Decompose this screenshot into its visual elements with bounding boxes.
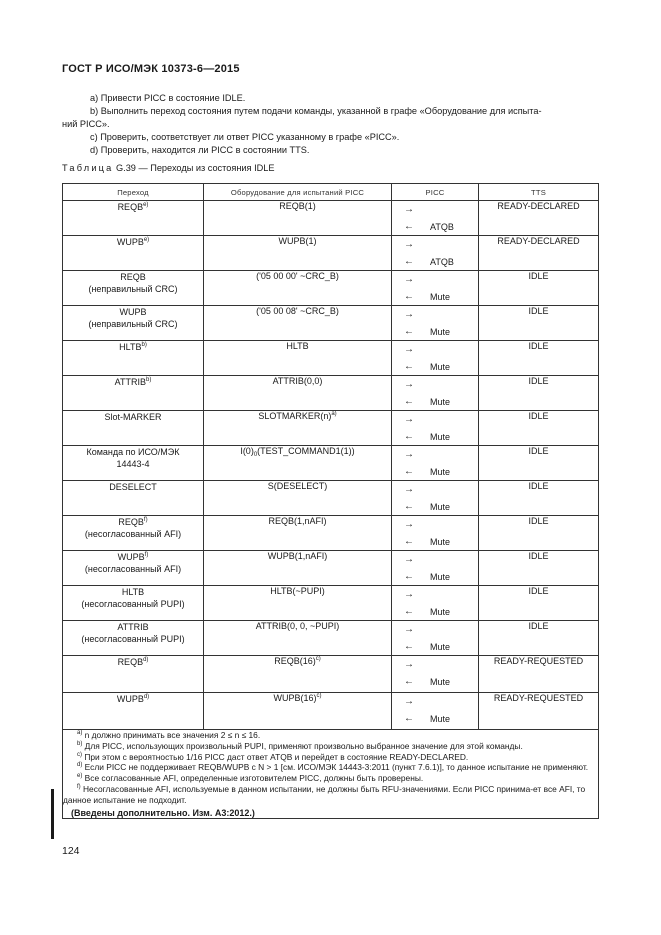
- step-d: d) Проверить, находится ли PICC в состоянии TTS.: [90, 145, 310, 155]
- table-row: [63, 551, 599, 586]
- transition-footnote-mark: f): [144, 552, 149, 558]
- footnote-mark: a): [77, 730, 83, 736]
- change-bar: [51, 789, 54, 839]
- step-b-continued: ний PICC».: [62, 119, 110, 129]
- table-row: [63, 621, 599, 656]
- command: S(DESELECT): [267, 481, 328, 491]
- tts-cell: [479, 693, 599, 730]
- tts-state: IDLE: [528, 411, 549, 421]
- transition-name: HLTB: [119, 342, 142, 352]
- header-transition: Переход: [63, 184, 204, 201]
- arrow-right-icon: →: [404, 239, 414, 250]
- page-number: 124: [62, 845, 80, 857]
- response-direction: [392, 323, 478, 340]
- transition-qualifier: (неправильный CRC): [88, 284, 178, 294]
- command: REQB(16): [274, 656, 316, 666]
- transition-name: WUPB: [119, 307, 147, 317]
- footnote-mark: b): [77, 740, 83, 747]
- table-row: [63, 306, 599, 341]
- tts-cell: [479, 201, 599, 236]
- tts-cell: [479, 341, 599, 376]
- transition-cell: [63, 621, 204, 656]
- arrow-right-icon: →: [404, 554, 414, 565]
- table-caption: [62, 163, 275, 173]
- picc-cell: [392, 621, 479, 656]
- equipment-cell: [204, 306, 392, 341]
- response-direction: [392, 358, 478, 375]
- arrow-right-icon: →: [404, 204, 414, 215]
- response-direction: [392, 288, 478, 305]
- footnote-text: Для PICC, использующих произвольный PUPI, применяют произвольно выбранное значение для этой команды.: [82, 740, 523, 751]
- command: SLOTMARKER(n): [258, 411, 332, 421]
- tts-cell: [479, 306, 599, 341]
- tts-cell: [479, 656, 599, 693]
- tts-state: IDLE: [528, 446, 549, 456]
- transition-name: ATTRIB: [114, 377, 146, 387]
- tts-state: IDLE: [528, 586, 549, 596]
- tts-cell: [479, 376, 599, 411]
- footnotes: [63, 730, 599, 819]
- transition-qualifier: (несогласованный AFI): [84, 564, 182, 574]
- command-direction: [392, 376, 478, 393]
- picc-response: Mute: [430, 396, 451, 407]
- picc-cell: [392, 446, 479, 481]
- picc-response: Mute: [430, 536, 451, 547]
- table-row: [63, 376, 599, 411]
- picc-cell: [392, 271, 479, 306]
- footnotes-row: [63, 730, 599, 819]
- transition-cell: [63, 411, 204, 446]
- picc-response: Mute: [430, 291, 451, 302]
- response-direction: [392, 218, 478, 235]
- picc-cell: [392, 376, 479, 411]
- table-header-row: [63, 184, 599, 201]
- equipment-cell: [204, 656, 392, 693]
- transition-name: ATTRIB: [117, 622, 149, 632]
- picc-response: ATQB: [430, 256, 454, 267]
- picc-cell: [392, 551, 479, 586]
- transition-cell: [63, 586, 204, 621]
- footnote: [63, 752, 598, 763]
- command-subscript: 0: [253, 452, 258, 458]
- transition-cell: [63, 236, 204, 271]
- command: REQB(1,nAFI): [268, 516, 327, 526]
- transition-cell: [63, 481, 204, 516]
- tts-cell: [479, 621, 599, 656]
- tts-state: READY-DECLARED: [497, 236, 580, 246]
- equipment-cell: [204, 516, 392, 551]
- equipment-cell: [204, 236, 392, 271]
- transition-name: REQB: [117, 657, 144, 667]
- command-direction: [392, 586, 478, 603]
- command-direction: [392, 551, 478, 568]
- command: WUPB(16): [273, 693, 317, 703]
- tts-cell: [479, 586, 599, 621]
- response-direction: [392, 498, 478, 515]
- picc-response: ATQB: [430, 221, 454, 232]
- table-row: [63, 271, 599, 306]
- picc-response: Mute: [430, 713, 451, 724]
- footnote-text: Несогласованные AFI, используемые в данном испытании, не должны быть RFU-значениями. Если PICC принима-ет все AFI, то данное испытание не подходит.: [63, 783, 586, 805]
- transition-cell: [63, 201, 204, 236]
- transition-footnote-mark: e): [143, 202, 149, 208]
- command: ATTRIB(0,0): [272, 376, 323, 386]
- transition-qualifier: (несогласованный PUPI): [81, 599, 185, 609]
- transition-footnote-mark: b): [141, 342, 147, 348]
- transition-name: WUPB: [116, 694, 144, 704]
- transition-cell: [63, 656, 204, 693]
- procedure-steps: [62, 92, 606, 157]
- transition-cell: [63, 306, 204, 341]
- tts-state: IDLE: [528, 271, 549, 281]
- picc-cell: [392, 656, 479, 693]
- equipment-cell: [204, 201, 392, 236]
- arrow-right-icon: →: [404, 696, 414, 707]
- table-row: [63, 446, 599, 481]
- tts-cell: [479, 446, 599, 481]
- footnote-mark: f): [77, 783, 81, 790]
- tts-cell: [479, 236, 599, 271]
- picc-response: Mute: [430, 571, 451, 582]
- amendment-note: (Введены дополнительно. Изм. А3:2012.): [71, 807, 255, 818]
- transition-name: WUPB: [117, 552, 145, 562]
- table-row: [63, 586, 599, 621]
- tts-cell: [479, 551, 599, 586]
- transition-qualifier: (неправильный CRC): [88, 319, 178, 329]
- command-direction: [392, 306, 478, 323]
- command-direction: [392, 236, 478, 253]
- table-row: [63, 481, 599, 516]
- arrow-left-icon: ←: [404, 641, 414, 652]
- arrow-left-icon: ←: [404, 326, 414, 337]
- header-test-equipment: Оборудование для испытаний PICC: [204, 184, 392, 201]
- transition-qualifier: 14443-4: [116, 459, 150, 469]
- command: ('05 00 08' ~CRC_B): [256, 306, 339, 316]
- command: HLTB: [286, 341, 309, 351]
- transition-name: Команда по ИСО/МЭК: [86, 447, 180, 457]
- picc-response: Mute: [430, 466, 451, 477]
- arrow-left-icon: ←: [404, 431, 414, 442]
- transition-cell: [63, 551, 204, 586]
- tts-cell: [479, 516, 599, 551]
- command: ATTRIB(0, 0, ~PUPI): [255, 621, 340, 631]
- tts-state: READY-DECLARED: [497, 201, 580, 211]
- equipment-cell: [204, 271, 392, 306]
- table-row: [63, 656, 599, 693]
- response-direction: [392, 710, 478, 727]
- command-direction: [392, 201, 478, 218]
- transitions-table: [62, 183, 599, 819]
- arrow-right-icon: →: [404, 659, 414, 670]
- table-caption-text: G.39 — Переходы из состояния IDLE: [116, 163, 275, 173]
- arrow-left-icon: ←: [404, 291, 414, 302]
- transition-qualifier: (несогласованный AFI): [84, 529, 182, 539]
- picc-cell: [392, 236, 479, 271]
- arrow-left-icon: ←: [404, 676, 414, 687]
- step-c: c) Проверить, соответствует ли ответ PICC указанному в графе «PICC».: [90, 132, 400, 142]
- footnote-text: Если PICC не поддерживает REQB/WUPB с N > 1 [см. ИСО/МЭК 14443-3:2011 (пункт 7.6.1)], то данное испытание не применяют.: [82, 762, 589, 773]
- picc-cell: [392, 411, 479, 446]
- table-row: [63, 411, 599, 446]
- picc-response: Mute: [430, 641, 451, 652]
- table-row: [63, 201, 599, 236]
- tts-state: IDLE: [528, 481, 549, 491]
- response-direction: [392, 638, 478, 655]
- arrow-right-icon: →: [404, 344, 414, 355]
- response-direction: [392, 428, 478, 445]
- document-header: ГОСТ Р ИСО/МЭК 10373-6—2015: [62, 63, 240, 75]
- command: WUPB(1,nAFI): [267, 551, 328, 561]
- transition-footnote-mark: b): [146, 377, 152, 383]
- transition-cell: [63, 271, 204, 306]
- tts-state: READY-REQUESTED: [493, 656, 584, 666]
- picc-cell: [392, 341, 479, 376]
- tts-state: IDLE: [528, 516, 549, 526]
- command-direction: [392, 271, 478, 288]
- command-direction: [392, 656, 478, 673]
- transition-cell: [63, 446, 204, 481]
- transition-cell: [63, 376, 204, 411]
- arrow-left-icon: ←: [404, 713, 414, 724]
- transition-name: REQB: [118, 517, 144, 527]
- command-rest: (TEST_COMMAND1(1)): [257, 446, 355, 456]
- arrow-right-icon: →: [404, 519, 414, 530]
- equipment-cell: [204, 376, 392, 411]
- tts-state: IDLE: [528, 341, 549, 351]
- picc-response: Mute: [430, 606, 451, 617]
- command: REQB(1): [279, 201, 316, 211]
- arrow-left-icon: ←: [404, 536, 414, 547]
- picc-cell: [392, 516, 479, 551]
- arrow-right-icon: →: [404, 484, 414, 495]
- command: WUPB(1): [278, 236, 317, 246]
- tts-state: READY-REQUESTED: [493, 693, 584, 703]
- step-b: b) Выполнить переход состояния путем подачи команды, указанной в графе «Оборудование для испыта-: [90, 106, 542, 116]
- footnote-text: n должно принимать все значения 2 ≤ n ≤ 16.: [82, 730, 261, 740]
- table-caption-label: Таблица: [62, 163, 114, 173]
- command-direction: [392, 341, 478, 358]
- transition-name: Slot-MARKER: [104, 412, 162, 422]
- transition-cell: [63, 341, 204, 376]
- transition-footnote-mark: e): [143, 237, 150, 243]
- arrow-left-icon: ←: [404, 606, 414, 617]
- header-picc: PICC: [392, 184, 479, 201]
- arrow-left-icon: ←: [404, 466, 414, 477]
- footnote: [63, 784, 598, 806]
- transition-name: REQB: [117, 202, 144, 212]
- equipment-cell: [204, 341, 392, 376]
- footnote-mark: c): [77, 751, 82, 758]
- equipment-cell: [204, 481, 392, 516]
- footnote-text: При этом с вероятностью 1/16 PICC даст ответ ATQB и перейдет в состояние READY-DECLARED.: [82, 751, 469, 762]
- header-tts: TTS: [479, 184, 599, 201]
- command: ('05 00 00' ~CRC_B): [256, 271, 339, 281]
- tts-cell: [479, 271, 599, 306]
- footnote-mark: e): [77, 773, 83, 780]
- arrow-left-icon: ←: [404, 256, 414, 267]
- arrow-right-icon: →: [404, 274, 414, 285]
- response-direction: [392, 253, 478, 270]
- table-row: [63, 236, 599, 271]
- response-direction: [392, 568, 478, 585]
- footnote: [63, 773, 598, 784]
- tts-state: IDLE: [528, 551, 549, 561]
- picc-cell: [392, 586, 479, 621]
- transition-name: REQB: [120, 272, 146, 282]
- equipment-cell: [204, 621, 392, 656]
- command-footnote-mark: c): [315, 656, 321, 662]
- command-direction: [392, 411, 478, 428]
- transition-name: WUPB: [116, 237, 144, 247]
- footnote: [63, 730, 598, 741]
- equipment-cell: [204, 551, 392, 586]
- command-direction: [392, 693, 478, 710]
- table-row: [63, 341, 599, 376]
- arrow-right-icon: →: [404, 414, 414, 425]
- footnote-text: Все согласованные AFI, определенные изготовителем PICC, должны быть проверены.: [82, 773, 424, 784]
- response-direction: [392, 463, 478, 480]
- arrow-right-icon: →: [404, 449, 414, 460]
- arrow-right-icon: →: [404, 379, 414, 390]
- arrow-left-icon: ←: [404, 221, 414, 232]
- response-direction: [392, 673, 478, 690]
- tts-cell: [479, 411, 599, 446]
- command-footnote-mark: c): [316, 693, 322, 699]
- tts-cell: [479, 481, 599, 516]
- transition-footnote-mark: d): [143, 694, 150, 700]
- command-direction: [392, 516, 478, 533]
- command: I(0): [240, 446, 254, 456]
- command-footnote-mark: a): [331, 411, 337, 417]
- footnote-mark: d): [77, 762, 83, 769]
- arrow-left-icon: ←: [404, 501, 414, 512]
- step-a: a) Привести PICC в состояние IDLE.: [90, 93, 246, 103]
- tts-state: IDLE: [528, 376, 549, 386]
- picc-response: Mute: [430, 676, 451, 687]
- response-direction: [392, 393, 478, 410]
- footnote: [63, 762, 598, 773]
- tts-state: IDLE: [528, 306, 549, 316]
- picc-cell: [392, 201, 479, 236]
- arrow-left-icon: ←: [404, 571, 414, 582]
- response-direction: [392, 603, 478, 620]
- transition-name: HLTB: [121, 587, 145, 597]
- picc-cell: [392, 481, 479, 516]
- arrow-right-icon: →: [404, 309, 414, 320]
- arrow-right-icon: →: [404, 624, 414, 635]
- transition-footnote-mark: f): [143, 517, 148, 523]
- arrow-left-icon: ←: [404, 361, 414, 372]
- table-row: [63, 516, 599, 551]
- tts-state: IDLE: [528, 621, 549, 631]
- equipment-cell: [204, 446, 392, 481]
- picc-response: Mute: [430, 326, 451, 337]
- picc-response: Mute: [430, 361, 451, 372]
- command: HLTB(~PUPI): [270, 586, 325, 596]
- transition-cell: [63, 516, 204, 551]
- equipment-cell: [204, 586, 392, 621]
- equipment-cell: [204, 693, 392, 730]
- response-direction: [392, 533, 478, 550]
- picc-response: Mute: [430, 431, 451, 442]
- transition-footnote-mark: d): [143, 657, 149, 663]
- equipment-cell: [204, 411, 392, 446]
- transition-qualifier: (несогласованный PUPI): [81, 634, 185, 644]
- picc-response: Mute: [430, 501, 451, 512]
- picc-cell: [392, 306, 479, 341]
- table-row: [63, 693, 599, 730]
- arrow-left-icon: ←: [404, 396, 414, 407]
- footnote: [63, 741, 598, 752]
- command-direction: [392, 621, 478, 638]
- command-direction: [392, 446, 478, 463]
- transition-name: DESELECT: [109, 482, 157, 492]
- command-direction: [392, 481, 478, 498]
- arrow-right-icon: →: [404, 589, 414, 600]
- transition-cell: [63, 693, 204, 730]
- picc-cell: [392, 693, 479, 730]
